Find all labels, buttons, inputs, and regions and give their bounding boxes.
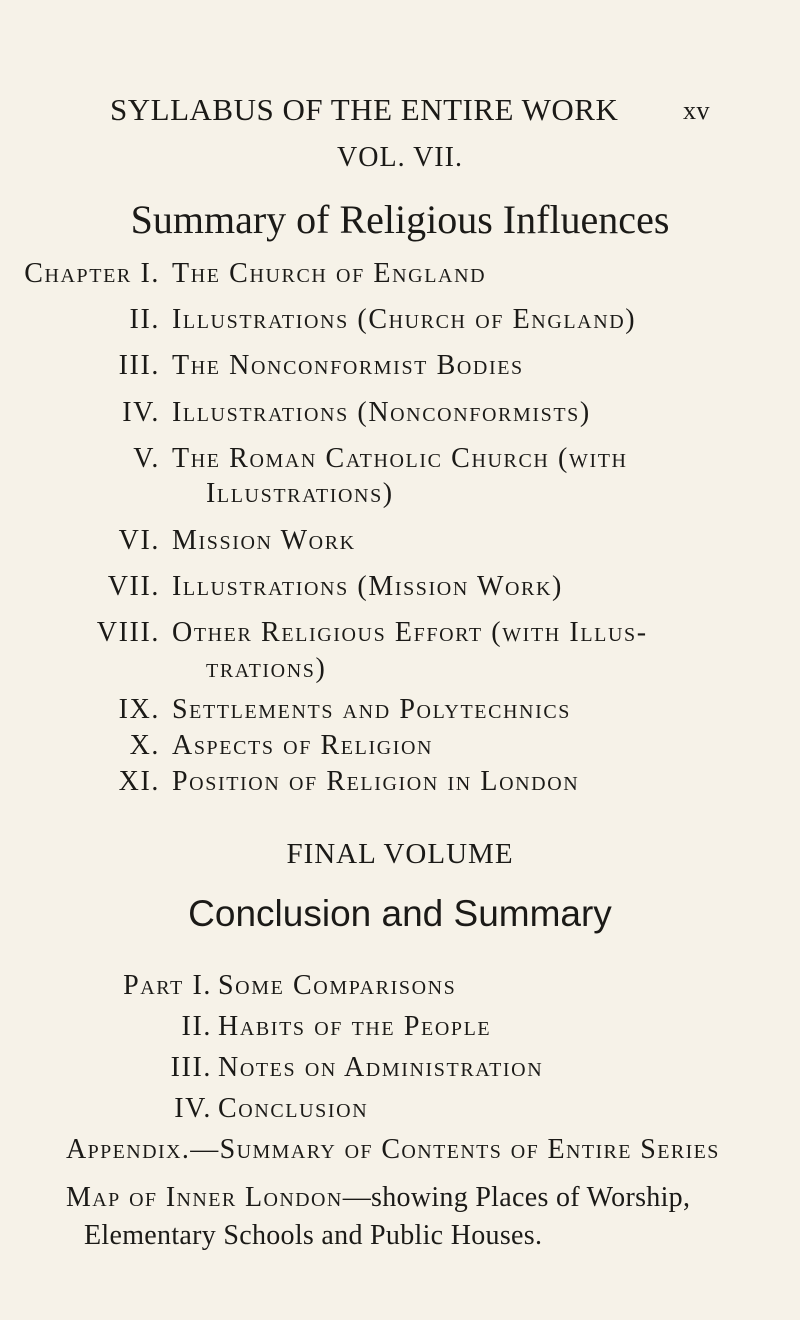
chapter-numeral: VIII. — [96, 617, 160, 648]
volume-title: Summary of Religious Influences — [130, 197, 670, 242]
appendix-line: Appendix.—Summary of Contents of Entire Series — [66, 1134, 720, 1165]
part-row — [0, 1007, 800, 1047]
part-title: Some Comparisons — [218, 970, 457, 1001]
part-numeral: Part I. — [123, 970, 212, 1001]
chapter-title: The Roman Catholic Church (with — [172, 443, 628, 474]
chapter-row — [0, 567, 800, 607]
chapter-title-continuation-text: trations) — [206, 653, 327, 684]
chapter-row — [0, 346, 800, 386]
chapter-title: Mission Work — [172, 525, 356, 556]
chapter-title-continuation-text: Illustrations) — [206, 478, 394, 509]
chapter-numeral: VI. — [118, 525, 160, 556]
chapter-numeral: Chapter I. — [24, 258, 160, 289]
chapter-numeral: V. — [133, 443, 160, 474]
chapter-title: Settlements and Polytechnics — [172, 694, 572, 725]
chapter-row — [0, 690, 800, 730]
chapter-row — [0, 439, 800, 479]
chapter-row — [0, 726, 800, 766]
map-title: Map of Inner London — [66, 1182, 343, 1213]
chapter-numeral: IV. — [122, 397, 160, 428]
chapter-row — [0, 254, 800, 294]
part-row — [0, 966, 800, 1006]
part-numeral: IV. — [174, 1093, 212, 1124]
part-numeral: II. — [181, 1011, 212, 1042]
chapter-title-continuation — [0, 649, 800, 689]
chapter-numeral: X. — [129, 730, 160, 761]
chapter-numeral: XI. — [118, 766, 160, 797]
map-description-continued: Elementary Schools and Public Houses. — [84, 1220, 543, 1251]
final-volume-title: Conclusion and Summary — [188, 893, 612, 934]
chapter-numeral: VII. — [107, 571, 160, 602]
chapter-title: Illustrations (Nonconformists) — [172, 397, 591, 428]
chapter-title-continuation — [0, 474, 800, 514]
map-description: —showing Places of Worship, — [342, 1182, 691, 1213]
chapter-title: Other Religious Effort (with Illus- — [172, 617, 648, 648]
chapter-numeral: II. — [129, 304, 160, 335]
part-title: Notes on Administration — [218, 1052, 544, 1083]
chapter-row — [0, 521, 800, 561]
chapter-title: The Church of England — [172, 258, 487, 289]
chapter-row — [0, 762, 800, 802]
page-number: xv — [683, 96, 710, 125]
part-row — [0, 1048, 800, 1088]
chapter-row — [0, 613, 800, 653]
part-row — [0, 1089, 800, 1129]
chapter-title: Illustrations (Church of England) — [172, 304, 637, 335]
chapter-title: Aspects of Religion — [172, 730, 434, 761]
chapter-row — [0, 300, 800, 340]
chapter-row — [0, 393, 800, 433]
final-volume-label: FINAL VOLUME — [286, 838, 514, 870]
chapter-title: Position of Religion in London — [172, 766, 580, 797]
map-line — [66, 1182, 690, 1214]
part-numeral: III. — [170, 1052, 212, 1083]
volume-label: VOL. VII. — [337, 142, 463, 173]
part-title: Habits of the People — [218, 1011, 492, 1042]
chapter-numeral: IX. — [118, 694, 160, 725]
chapter-numeral: III. — [118, 350, 160, 381]
chapter-title: Illustrations (Mission Work) — [172, 571, 563, 602]
running-head-title: SYLLABUS OF THE ENTIRE WORK — [110, 92, 619, 127]
part-title: Conclusion — [218, 1093, 369, 1124]
chapter-title: The Nonconformist Bodies — [172, 350, 524, 381]
